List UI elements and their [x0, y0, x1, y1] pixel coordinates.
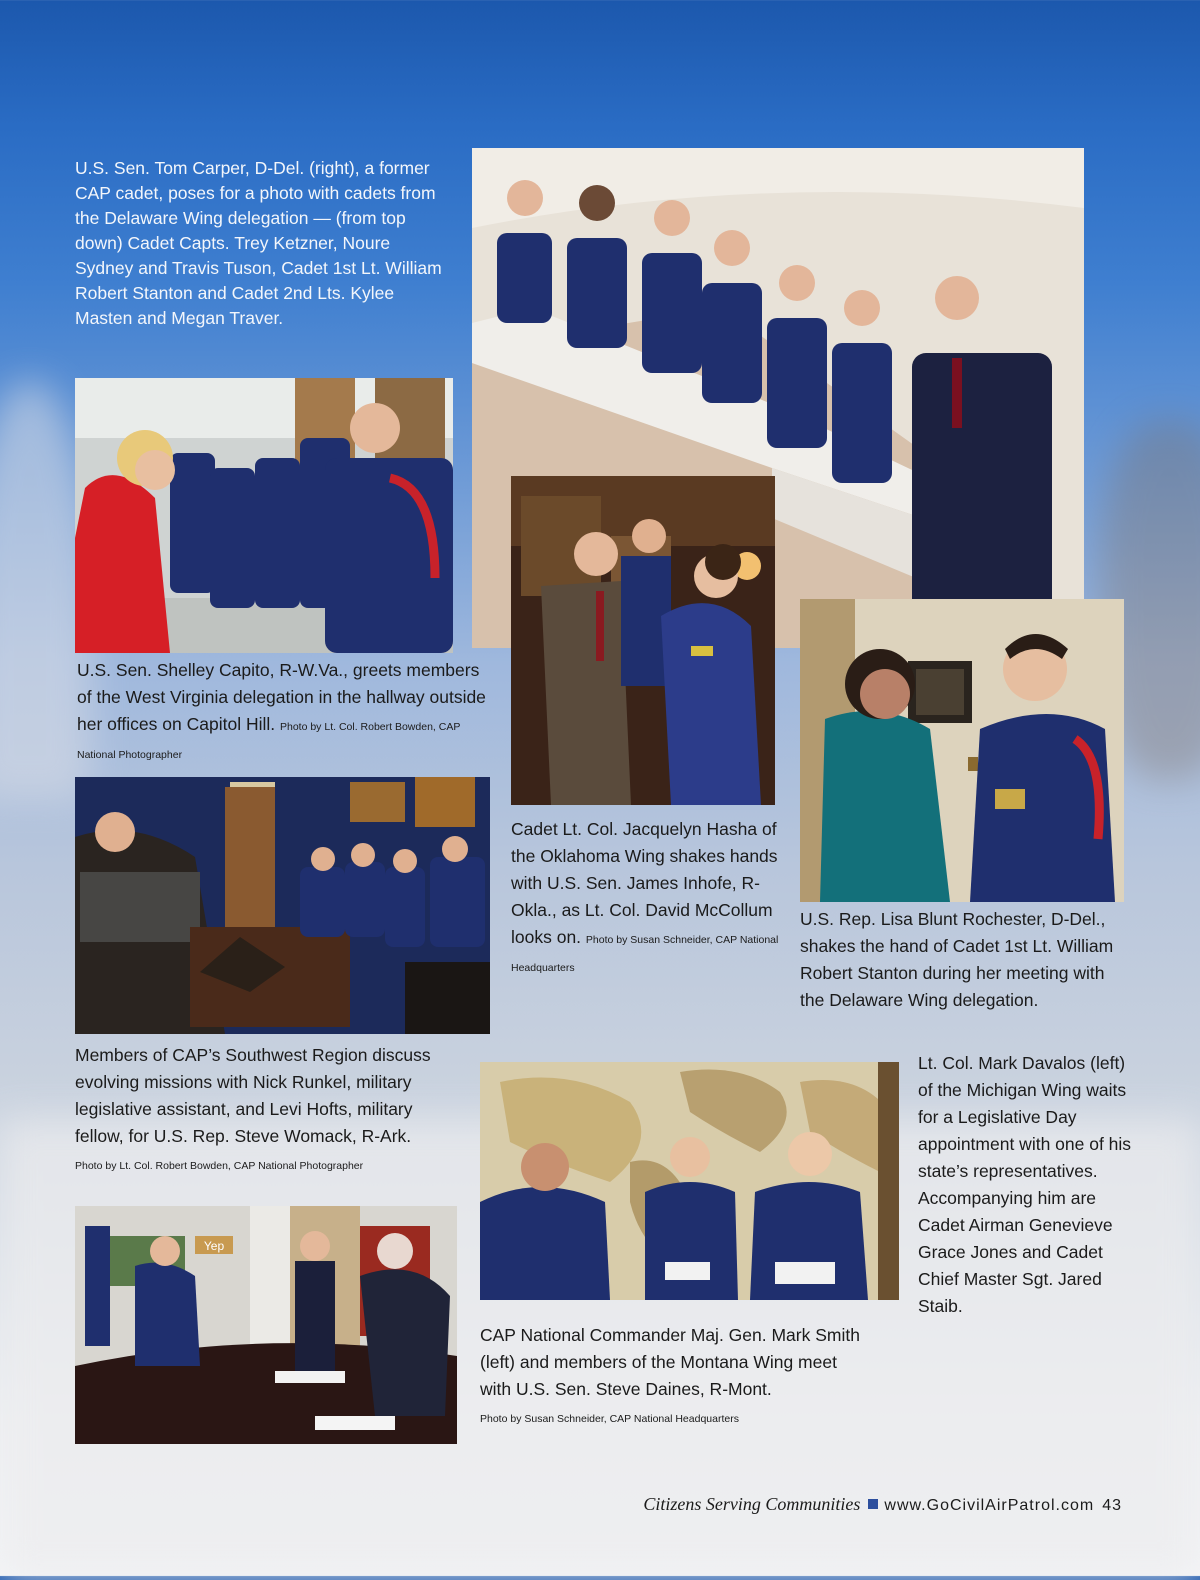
page-footer: [643, 1494, 1122, 1515]
office-sign: Yep: [203, 1239, 225, 1253]
photo-daines-meeting: [75, 1206, 457, 1444]
photo-capito-hallway: [75, 378, 453, 653]
caption-capito-text: U.S. Sen. Shelley Capito, R-W.Va., greets members of the West Virginia delegation in the hallway outside her offices on Capitol Hill.: [77, 660, 486, 734]
footer-tagline: Citizens Serving Communities: [643, 1494, 861, 1514]
caption-hasha-credit: Photo by Susan Schneider, CAP National Headquarters: [511, 934, 779, 974]
caption-montana-credit: Photo by Susan Schneider, CAP National Headquarters: [480, 1413, 739, 1425]
caption-rochester: U.S. Rep. Lisa Blunt Rochester, D-Del., shakes the hand of Cadet 1st Lt. William Robert Stanton during her meeting with the Delaware Wing delegation.: [800, 909, 1114, 1010]
caption-montana-text: CAP National Commander Maj. Gen. Mark Smith (left) and members of the Montana Wing meet with U.S. Sen. Steve Daines, R-Mont.: [480, 1325, 860, 1399]
photo-rochester: [800, 599, 1124, 902]
caption-capito: [77, 657, 497, 767]
caption-hasha: [511, 816, 781, 980]
footer-url: www.GoCivilAirPatrol.com: [884, 1497, 1095, 1514]
caption-southwest-text: Members of CAP’s Southwest Region discuss evolving missions with Nick Runkel, military legislative assistant, and Levi Hofts, military fellow, for U.S. Rep. Steve Womack, R-Ark.: [75, 1045, 431, 1146]
caption-montana: [480, 1322, 870, 1431]
footer-square-icon: [868, 1499, 878, 1509]
photo-southwest-region: [75, 777, 490, 1034]
caption-hasha-text: Cadet Lt. Col. Jacquelyn Hasha of the Oklahoma Wing shakes hands with U.S. Sen. James Inhofe, R-Okla., as Lt. Col. David McCollum looks on.: [511, 819, 778, 947]
photo-montana-wing: [480, 1062, 899, 1300]
page-number: 43: [1102, 1497, 1122, 1514]
caption-southwest-credit: Photo by Lt. Col. Robert Bowden, CAP National Photographer: [75, 1160, 364, 1172]
caption-carper: U.S. Sen. Tom Carper, D-Del. (right), a former CAP cadet, poses for a photo with cadets from the Delaware Wing delegation — (from top down) Cadet Capts. Trey Ketzner, Noure Sydney and Travis Tuson, Cadet 1st Lt. William Robert Stanton and Cadet 2nd Lts. Kylee Masten and Megan Traver.: [75, 158, 442, 328]
photo-hasha-inhofe: [511, 476, 775, 805]
caption-davalos: Lt. Col. Mark Davalos (left) of the Michigan Wing waits for a Legislative Day appointment with one of his state’s representatives. Accompanying him are Cadet Airman Genevieve Grace Jones and Cadet Chief Master Sgt. Jared Staib.: [918, 1053, 1132, 1316]
caption-capito-credit: Photo by Lt. Col. Robert Bowden, CAP National Photographer: [77, 721, 461, 761]
caption-southwest: [75, 1042, 460, 1178]
